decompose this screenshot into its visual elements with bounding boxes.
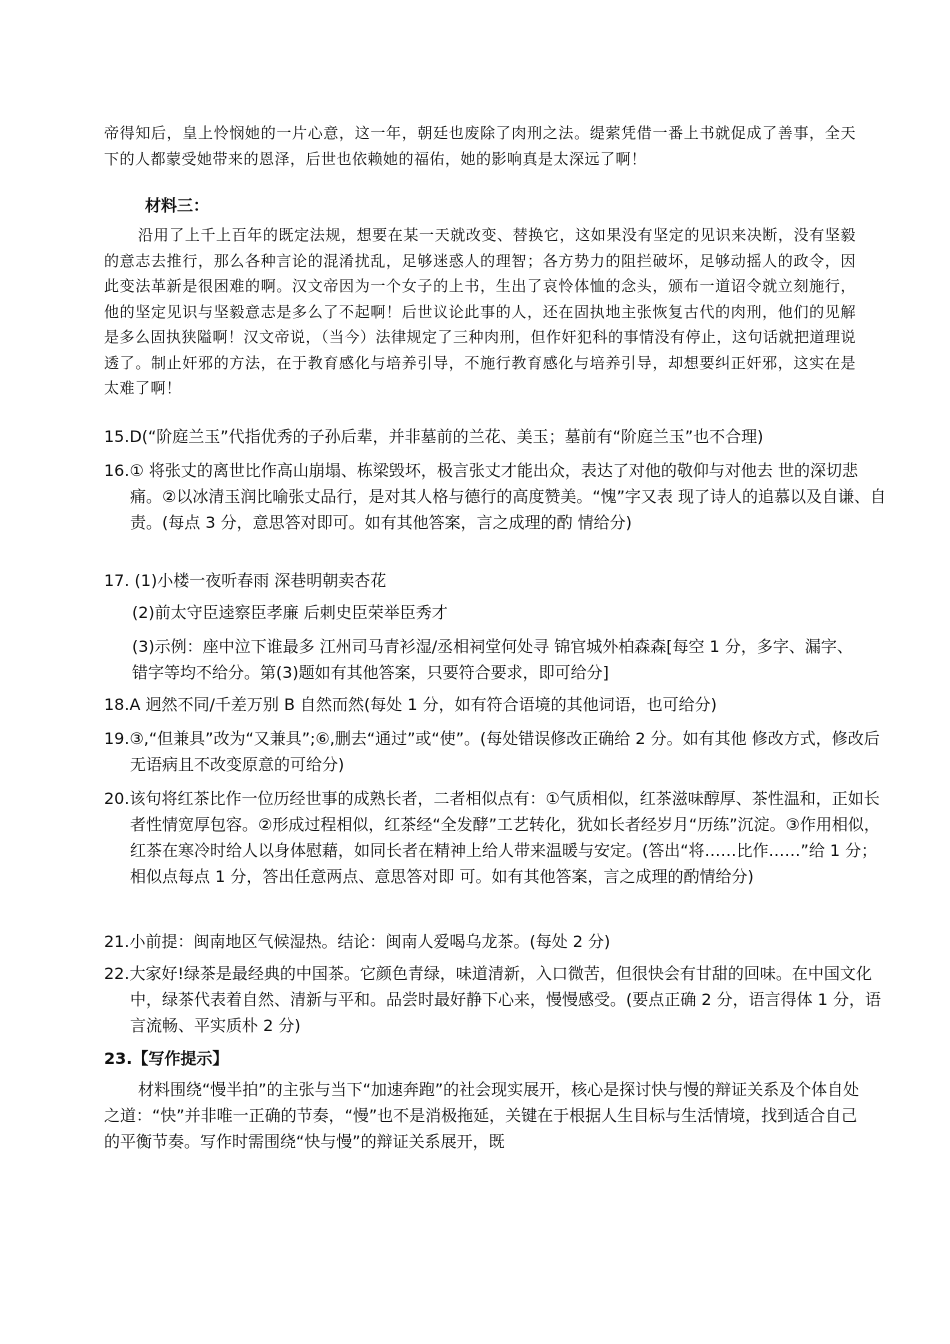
answer-16: 16.① 将张丈的离世比作高山崩塌、栋梁毁坏，极言张丈才能出众，表达了对他的敬仰与对他去 世的深切悲痛。②以冰清玉润比喻张丈品行，是对其人格与德行的高度赞美。“愧”字又表 现了诗人的追慕以及自谦、自责。(每点 3 分，意思答对即可。如有其他答案，言之成理的酌 情给分)	[104, 461, 887, 532]
answer-23-text: 材料围绕“慢半拍”的主张与当下“加速奔跑”的社会现实展开，核心是探讨快与慢的辩证关系及个体自处之道：“快”并非唯一正确的节奏，“慢”也不是消极拖延，关键在于根据人生目标与生活情境，找到适合自己的平衡节奏。写作时需围绕“快与慢”的辩证关系展开，既	[104, 1080, 860, 1151]
material3-text: 沿用了上千上百年的既定法规，想要在某一天就改变、替换它，这如果没有坚定的见识来决断，没有坚毅的意志去推行，那么各种言论的混淆扰乱，足够迷惑人的理智；各方势力的阻拦破坏，足够动摇人的政令，因此变法革新是很困难的啊。汉文帝因为一个女子的上书，生出了哀怜体恤的念头，颁布一道诏令就立刻施行，他的坚定见识与坚毅意志是多么了不起啊！后世议论此事的人，还在固执地主张恢复古代的肉刑，他们的见解是多么固执狭隘啊！汉文帝说，（当今）法律规定了三种肉刑，但作奸犯科的事情没有停止，这句话就把道理说透了。制止奸邪的方法，在于教育感化与培养引导，不施行教育感化与培养引导，却想要纠正奸邪，这实在是太难了啊！	[104, 226, 857, 397]
answer-20: 20.该句将红茶比作一位历经世事的成熟长者，二者相似点有：①气质相似，红茶滋味醇厚、茶性温和，正如长者性情宽厚包容。②形成过程相似，红茶经“全发酵”工艺转化，犹如长者经岁月“历练”沉淀。③作用相似，红茶在寒冷时给人以身体慰藉，如同长者在精神上给人带来温暖与安定。(答出“将……比作……”给 1 分；相似点每点 1 分，答出任意两点、意思答对即 可。如有其他答案，言之成理的酌情给分)	[104, 789, 880, 886]
paragraph-continuation: 帝得知后，皇上怜悯她的一片心意，这一年，朝廷也废除了肉刑之法。缇萦凭借一番上书就促成了善事，全天下的人都蒙受她带来的恩泽，后世也依赖她的福佑，她的影响真是太深远了啊！	[104, 124, 856, 168]
answer-23-heading: 23.【写作提示】	[104, 1049, 229, 1068]
answer-17-3: (3)示例：座中泣下谁最多 江州司马青衫湿/丞相祠堂何处寻 锦官城外柏森森[每空 1 分，多字、漏字、错字等均不给分。第(3)题如有其他答案，只要符合要求，即可给分]	[132, 637, 853, 682]
answer-18: 18.A 迥然不同/千差万别 B 自然而然(每处 1 分，如有符合语境的其他词语，也可给分)	[104, 695, 717, 714]
answer-19: 19.③,“但兼具”改为“又兼具”;⑥,删去“通过”或“使”。(每处错误修改正确给 2 分。如有其他 修改方式，修改后无语病且不改变原意的可给分)	[104, 729, 880, 774]
material3-heading: 材料三：	[145, 196, 210, 215]
answer-17-2: (2)前太守臣逵察臣孝廉 后刺史臣荣举臣秀才	[132, 603, 448, 622]
answer-15: 15.D(“阶庭兰玉”代指优秀的子孙后辈，并非墓前的兰花、美玉；墓前有“阶庭兰玉”也不合理)	[104, 427, 764, 446]
answer-22: 22.大家好!绿茶是最经典的中国茶。它颜色青绿，味道清新，入口微苦，但很快会有甘甜的回味。在中国文化中，绿茶代表着自然、清新与平和。品尝时最好静下心来，慢慢感受。(要点正确 2 分，语言得体 1 分，语言流畅、平实质朴 2 分)	[104, 964, 881, 1035]
answer-21: 21.小前提：闽南地区气候湿热。结论：闽南人爱喝乌龙茶。(每处 2 分)	[104, 932, 611, 951]
answer-17-1: 17. (1)小楼一夜听春雨 深巷明朝卖杏花	[104, 571, 387, 590]
